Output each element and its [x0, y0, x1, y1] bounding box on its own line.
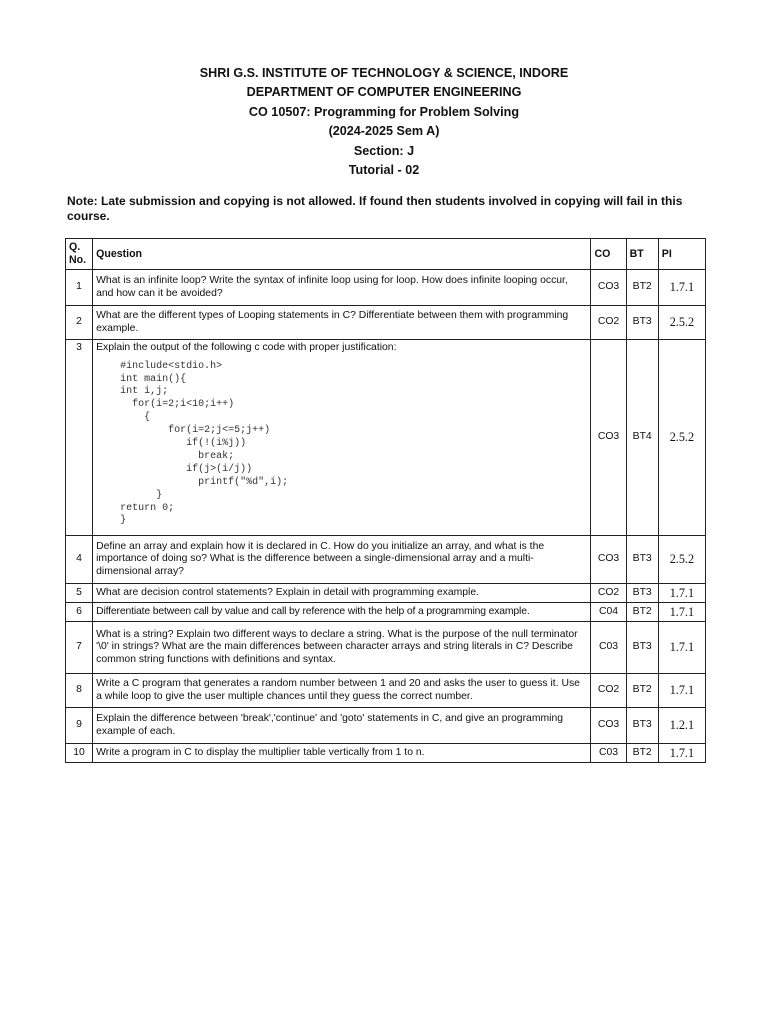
- pi-value: 1.7.1: [658, 744, 705, 763]
- bt-value: BT3: [626, 708, 658, 744]
- table-row: [66, 674, 706, 708]
- institute-name: SHRI G.S. INSTITUTE OF TECHNOLOGY & SCIENCE, INDORE: [199, 66, 569, 80]
- co-value: C03: [591, 744, 626, 763]
- header-pi: PI: [658, 239, 705, 270]
- question-text: What is a string? Explain two different ways to declare a string. What is the purpose of the null terminator '\0' in strings? What are the main differences between character arrays and string literals in C? Describe common string functions with definitions and syntax.: [93, 622, 591, 674]
- co-value: C03: [591, 622, 626, 674]
- table-row: [66, 622, 706, 674]
- bt-value: BT3: [626, 306, 658, 340]
- bt-value: BT2: [626, 603, 658, 622]
- header-co: CO: [591, 239, 626, 270]
- bt-value: BT3: [626, 584, 658, 603]
- department-name: DEPARTMENT OF COMPUTER ENGINEERING: [246, 85, 522, 100]
- table-row: [66, 584, 706, 603]
- question-text: What are decision control statements? Explain in detail with programming example.: [93, 584, 591, 603]
- pi-value: 1.2.1: [658, 708, 705, 744]
- pi-value: 1.7.1: [658, 584, 705, 603]
- question-text: What is an infinite loop? Write the syntax of infinite loop using for loop. How does infinite looping occur, and how can it be avoided?: [93, 270, 591, 306]
- question-text: Write a program in C to display the multiplier table vertically from 1 to n.: [93, 744, 591, 763]
- table-row: [66, 603, 706, 622]
- question-number: 7: [66, 622, 93, 674]
- co-value: CO3: [591, 708, 626, 744]
- question-number: 3: [66, 340, 93, 536]
- co-value: CO2: [591, 674, 626, 708]
- question-text: Write a C program that generates a random number between 1 and 20 and asks the user to guess it. Use a while loop to give the user multiple chances until they guess the correct number.: [93, 674, 591, 708]
- question-number: 9: [66, 708, 93, 744]
- co-value: CO2: [591, 584, 626, 603]
- co-value: CO3: [591, 536, 626, 584]
- question-number: 4: [66, 536, 93, 584]
- pi-value: 1.7.1: [658, 674, 705, 708]
- section-label: Section: J: [353, 143, 415, 158]
- bt-value: BT2: [626, 744, 658, 763]
- bt-value: BT2: [626, 674, 658, 708]
- table-row: [66, 536, 706, 584]
- course-title: CO 10507: Programming for Problem Solving: [248, 104, 520, 119]
- bt-value: BT4: [626, 340, 658, 536]
- header-qno: Q. No.: [66, 239, 93, 270]
- table-row: [66, 306, 706, 340]
- table-header-row: [66, 239, 706, 270]
- question-text: Explain the output of the following c code with proper justification:: [96, 342, 397, 353]
- session-label: (2024-2025 Sem A): [328, 124, 440, 139]
- document-header: [0, 64, 768, 180]
- submission-note: Note: Late submission and copying is not allowed. If found then students involved in copying will fail in this course.: [67, 194, 683, 223]
- co-value: CO3: [591, 270, 626, 306]
- question-number: 6: [66, 603, 93, 622]
- table-row: [66, 744, 706, 763]
- code-snippet: #include<stdio.h> int main(){ int i,j; for(i=2;i<10;i++) { for(i=2;j<=5;j++) if(!(i%j)) break; if(j>(i/j)) printf("%d",i); } return 0; }: [120, 360, 289, 527]
- header-question: Question: [93, 239, 591, 270]
- bt-value: BT3: [626, 536, 658, 584]
- bt-value: BT2: [626, 270, 658, 306]
- question-text: What are the different types of Looping statements in C? Differentiate between them with programming example.: [93, 306, 591, 340]
- bt-value: BT3: [626, 622, 658, 674]
- question-number: 8: [66, 674, 93, 708]
- co-value: CO3: [591, 340, 626, 536]
- pi-value: 1.7.1: [658, 622, 705, 674]
- table-row: [66, 708, 706, 744]
- co-value: CO2: [591, 306, 626, 340]
- pi-value: 1.7.1: [658, 270, 705, 306]
- table-row: [66, 270, 706, 306]
- pi-value: 2.5.2: [658, 306, 705, 340]
- pi-value: 1.7.1: [658, 603, 705, 622]
- question-cell: [93, 340, 591, 536]
- question-text: Explain the difference between 'break','continue' and 'goto' statements in C, and give an programming example of each.: [93, 708, 591, 744]
- question-number: 5: [66, 584, 93, 603]
- question-number: 2: [66, 306, 93, 340]
- header-bt: BT: [626, 239, 658, 270]
- co-value: C04: [591, 603, 626, 622]
- pi-value: 2.5.2: [658, 536, 705, 584]
- question-text: Differentiate between call by value and call by reference with the help of a programming example.: [93, 603, 591, 622]
- tutorial-title: Tutorial - 02: [348, 163, 420, 178]
- question-number: 10: [66, 744, 93, 763]
- question-number: 1: [66, 270, 93, 306]
- questions-table: [65, 238, 706, 763]
- question-text: Define an array and explain how it is declared in C. How do you initialize an array, and what is the importance of doing so? What is the difference between a single-dimensional array and a multi-dimensional array?: [93, 536, 591, 584]
- table-row: [66, 340, 706, 536]
- pi-value: 2.5.2: [658, 340, 705, 536]
